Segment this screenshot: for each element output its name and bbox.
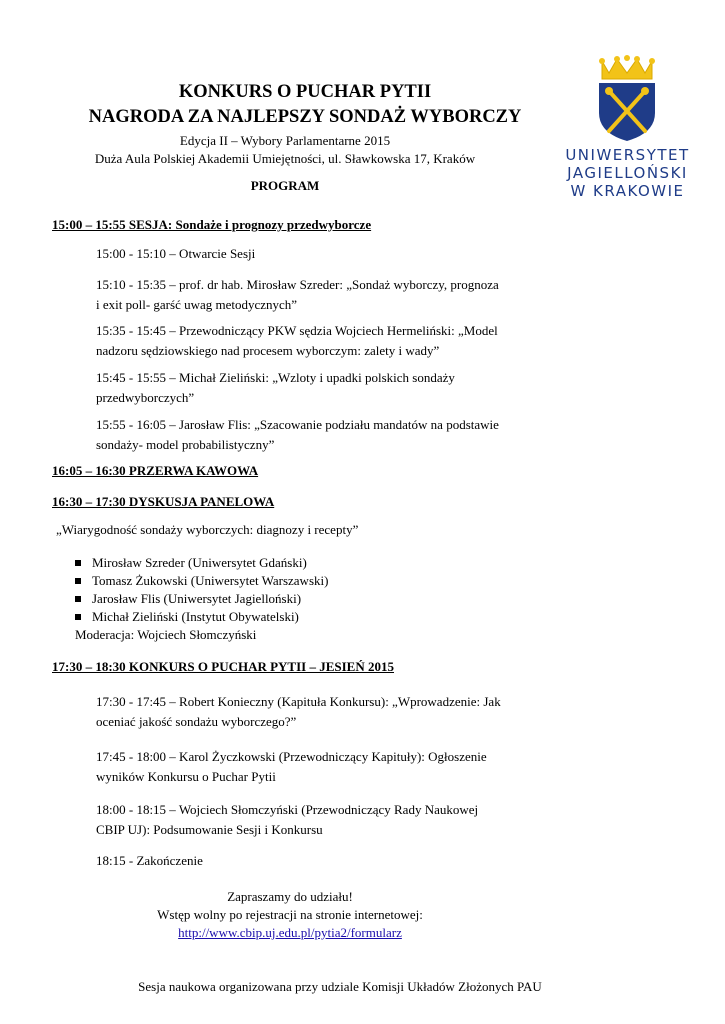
session1-item: [96, 244, 526, 264]
bullet-icon: [75, 578, 81, 584]
item-line: 17:45 - 18:00 – Karol Życzkowski (Przewodniczący Kapituły): Ogłoszenie: [96, 749, 487, 764]
logo-line-3: W KRAKOWIE: [570, 182, 685, 200]
item-line: sondaży- model probabilistyczny”: [96, 437, 275, 452]
item-line: wyników Konkursu o Puchar Pytii: [96, 769, 276, 784]
title-line-2: NAGRODA ZA NAJLEPSZY SONDAŻ WYBORCZY: [88, 107, 522, 127]
contest-item: [96, 747, 526, 787]
item-line: 18:00 - 18:15 – Wojciech Słomczyński (Przewodniczący Rady Naukowej: [96, 802, 479, 817]
bullet-icon: [75, 560, 81, 566]
moderation: Moderacja: Wojciech Słomczyński: [75, 627, 257, 642]
list-item: Mirosław Szreder (Uniwersytet Gdański): [75, 554, 328, 572]
footer: Sesja naukowa organizowana przy udziale Komisji Układów Złożonych PAU: [138, 979, 542, 994]
item-line: 18:15 - Zakończenie: [96, 853, 203, 868]
item-line: 15:10 - 15:35 – prof. dr hab. Mirosław Szreder: „Sondaż wyborczy, prognoza: [96, 277, 499, 292]
title-line-1: KONKURS O PUCHAR PYTII: [178, 82, 432, 102]
logo-line-2: JAGIELLOŃSKI: [567, 164, 688, 182]
item-line: 15:55 - 16:05 – Jarosław Flis: „Szacowanie podziału mandatów na podstawie: [96, 417, 499, 432]
session1-item: [96, 321, 526, 361]
venue: Duża Aula Polskiej Akademii Umiejętności, ul. Sławkowska 17, Kraków: [94, 151, 476, 166]
bullet-icon: [75, 596, 81, 602]
panel-heading: 16:30 – 17:30 DYSKUSJA PANELOWA: [52, 494, 275, 509]
item-line: oceniać jakość sondażu wyborczego?”: [96, 714, 297, 729]
logo-line-1: UNIWERSYTET: [565, 146, 690, 164]
item-line: 15:00 - 15:10 – Otwarcie Sesji: [96, 246, 256, 261]
item-line: 15:35 - 15:45 – Przewodniczący PKW sędzia Wojciech Hermeliński: „Model: [96, 323, 498, 338]
invite-line-2: Wstęp wolny po rejestracji na stronie internetowej:: [157, 907, 423, 922]
list-item: Tomasz Żukowski (Uniwersytet Warszawski): [75, 572, 328, 590]
panelist-list: [75, 554, 328, 644]
panel-topic: „Wiarygodność sondaży wyborczych: diagnozy i recepty”: [56, 522, 359, 537]
contest-item: [96, 800, 526, 840]
contest-item: [96, 692, 526, 732]
contest-item: [96, 851, 526, 871]
invite-line-1: Zapraszamy do udziału!: [227, 889, 353, 904]
item-line: przedwyborczych”: [96, 390, 195, 405]
registration-link[interactable]: http://www.cbip.uj.edu.pl/pytia2/formularz: [178, 925, 402, 940]
item-line: 15:45 - 15:55 – Michał Zieliński: „Wzloty i upadki polskich sondaży: [96, 370, 455, 385]
item-line: CBIP UJ): Podsumowanie Sesji i Konkursu: [96, 822, 323, 837]
list-item: Jarosław Flis (Uniwersytet Jagielloński): [75, 590, 328, 608]
item-line: nadzoru sędziowskiego nad procesem wyborczym: zalety i wady”: [96, 343, 440, 358]
break-heading: 16:05 – 16:30 PRZERWA KAWOWA: [52, 463, 259, 478]
list-item: Michał Zieliński (Instytut Obywatelski): [75, 608, 328, 626]
bullet-icon: [75, 614, 81, 620]
university-crest-icon: [555, 55, 700, 141]
university-logo: [555, 55, 700, 200]
session1-heading: 15:00 – 15:55 SESJA: Sondaże i prognozy przedwyborcze: [52, 217, 372, 232]
session1-item: [96, 415, 526, 455]
session1-item: [96, 275, 526, 315]
item-line: 17:30 - 17:45 – Robert Konieczny (Kapituła Konkursu): „Wprowadzenie: Jak: [96, 694, 501, 709]
edition: Edycja II – Wybory Parlamentarne 2015: [179, 133, 391, 148]
item-line: i exit poll- garść uwag metodycznych”: [96, 297, 298, 312]
contest-heading: 17:30 – 18:30 KONKURS O PUCHAR PYTII – JESIEŃ 2015: [52, 659, 394, 674]
program-label: PROGRAM: [250, 178, 320, 193]
session1-item: [96, 368, 526, 408]
